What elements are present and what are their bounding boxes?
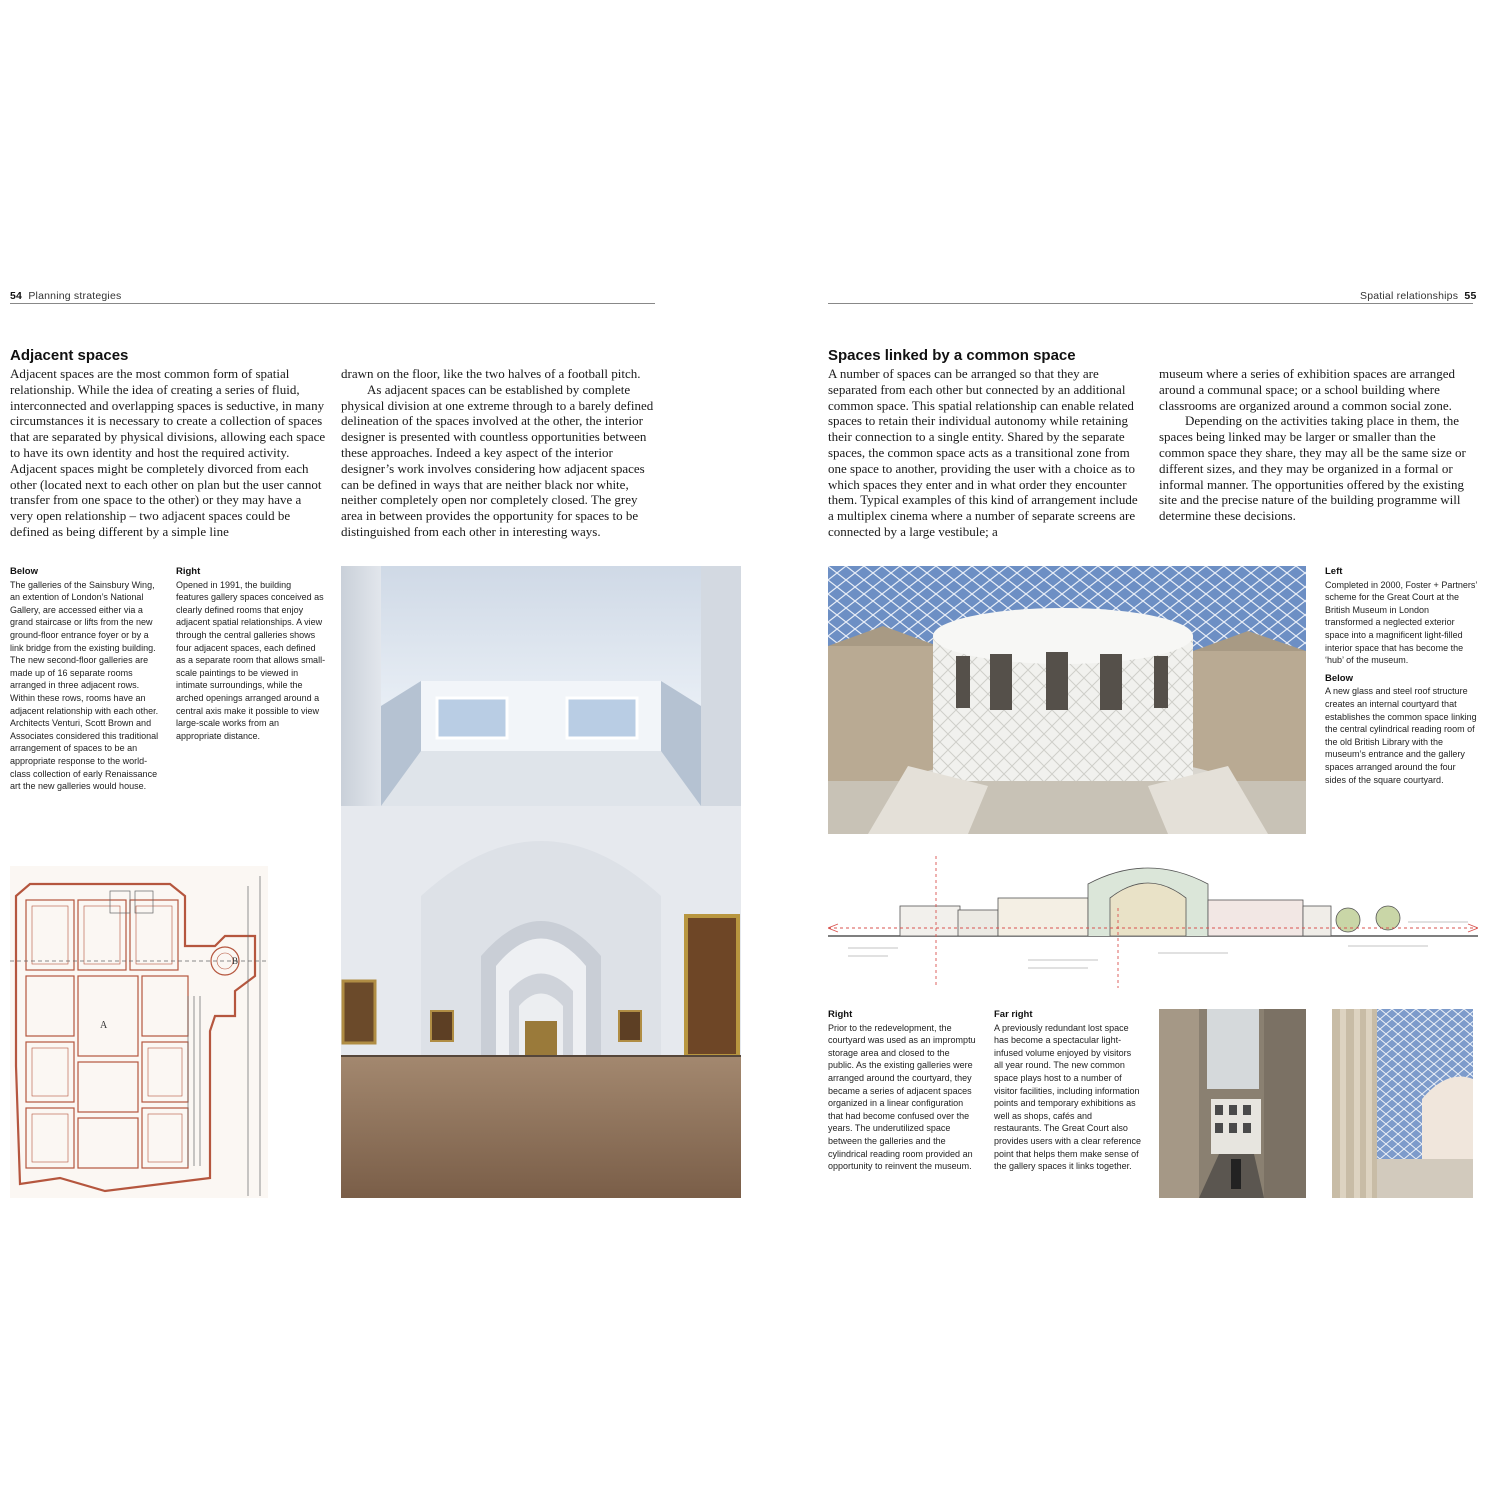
section-sketch (828, 848, 1478, 996)
left-body-col1-text: Adjacent spaces are the most common form of spatial relationship. While the idea of creating a series of fluid, interconnected and overlapping spaces is seductive, in many circumstances it is necessary to create a collection of spaces that are separated by physical divisions, allowing each space to have its own identity and host the required activity. Adjacent spaces might be completely divorced from each other (located next to each other on plan but the user cannot transfer from one space to the other) or they may have a very open relationship – two adjacent spaces could be defined as being different by a simple line (10, 366, 326, 539)
caption-far-right-block (994, 1009, 1142, 1173)
caption-right-text: Opened in 1991, the building features gallery spaces conceived as clearly defined rooms that enjoy adjacent spatial relationships. A view through the central galleries shows four adjacent spaces, each defined as a separate room that allows small-scale paintings to be viewed in intimate surroundings, while the arched openings arranged around a central axis make it possible to view large-scale works from an appropriate distance. (176, 579, 326, 741)
great-court-photo (828, 566, 1306, 834)
left-running-head (10, 290, 121, 302)
right-running-head (1360, 290, 1477, 302)
caption-right-block (828, 1009, 976, 1173)
left-running-title: Planning strategies (28, 290, 122, 302)
left-caption-right (176, 566, 326, 742)
gallery-interior-photo (341, 566, 741, 1198)
left-header-rule (10, 303, 655, 304)
right-body-col1 (828, 366, 1146, 540)
caption-below-text: The galleries of the Sainsbury Wing, an extention of London’s National Gallery, are accessed either via a grand staircase or lifts from the new ground-floor entrance foyer or by a link bridge from the existing building. The new second-floor galleries are made up of 16 separate rooms arranged in three adjacent rows. Within these rows, rooms have an adjacent relationship with each other. Architects Venturi, Scott Brown and Associates considered this traditional arrangement of spaces to be an appropriate response to the world-class collection of early Renaissance art the new galleries would house. (10, 579, 159, 792)
caption-right-title: Right (176, 566, 201, 577)
plan-label-a: A (100, 1020, 108, 1031)
left-body-col2-p1: drawn on the floor, like the two halves of a football pitch. (341, 366, 641, 381)
left-page-number: 54 (10, 290, 23, 302)
left-body-col2 (341, 366, 659, 540)
right-body-col2-p2: Depending on the activities taking place in them, the spaces being linked may be larger or smaller than the common space they share, they may all be the same size or different sizes, and they may be organized in a formal or informal manner. The opportunities offered by the existing site and the precise nature of the building programme will determine these decisions. (1159, 413, 1466, 524)
caption-right-below-title: Below (1325, 672, 1353, 684)
courtyard-after-photo (1332, 1009, 1473, 1198)
caption-bottom-right-text: Prior to the redevelopment, the courtyard was used as an impromptu storage area and closed to the public. As the existing galleries were arranged around the courtyard, they became a series of adjacent spaces organized in a linear configuration that had become confused over the years. The underutilized space between the galleries and the cylindrical reading room provided an opportunity to reinvent the museum. (828, 1022, 976, 1172)
caption-bottom-right-title: Right (828, 1009, 853, 1020)
left-body-col1 (10, 366, 326, 540)
gallery-floor-plan (10, 866, 268, 1198)
right-header-rule (828, 303, 1473, 304)
right-page-number: 55 (1464, 290, 1477, 302)
caption-left-text: Completed in 2000, Foster + Partners’ scheme for the Great Court at the British Museum in London transformed a neglected exterior space into a magnificent light-filled interior space that has become the ‘hub’ of the museum. (1325, 579, 1477, 666)
right-heading: Spaces linked by a common space (828, 347, 1076, 364)
right-captions-top (1325, 566, 1477, 786)
caption-below-block (1325, 673, 1477, 786)
caption-right-below-text: A new glass and steel roof structure creates an internal courtyard that establishes the common space linking the central cylindrical reading room of the old British Library with the museum’s entrance and the gallery spaces arranged around the four sides of the square courtyard. (1325, 686, 1477, 785)
plan-label-b: B (232, 956, 239, 966)
left-caption-below (10, 566, 162, 793)
caption-left-title: Left (1325, 566, 1343, 577)
caption-far-right-title: Far right (994, 1009, 1033, 1020)
right-body-col1-text: A number of spaces can be arranged so that they are separated from each other but connected by an additional common space. This spatial relationship can enable related spaces to retain their individual autonomy while retaining their connection to a single entity. Shared by the separate spaces, the common space acts as a transitional zone from one space to another, providing the user with a choice as to which spaces they enter and in what order they encounter them. Typical examples of this kind of arrangement include a multiplex cinema where a number of separate screens are connected by a large vestibule; a (828, 366, 1138, 539)
caption-below-title: Below (10, 566, 38, 577)
left-heading: Adjacent spaces (10, 347, 129, 364)
right-running-title: Spatial relationships (1360, 290, 1459, 302)
right-body-col2 (1159, 366, 1469, 524)
caption-left-block (1325, 566, 1477, 667)
courtyard-before-photo (1159, 1009, 1306, 1198)
caption-far-right-text: A previously redundant lost space has become a spectacular light-infused volume enjoyed by visitors all year round. The new common space plays host to a number of visitor facilities, including information points and temporary exhibitions as well as shops, cafés and restaurants. The Great Court also provides users with a clear reference point that helps them make sense of the gallery spaces it links together. (994, 1022, 1142, 1172)
right-body-col2-p1: museum where a series of exhibition spaces are arranged around a communal space; or a school building where classrooms are organized around a common social zone. (1159, 366, 1455, 413)
left-body-col2-p2: As adjacent spaces can be established by complete physical division at one extreme through to a barely defined delineation of the spaces involved at the other, the interior designer is presented with countless opportunities between these approaches. Indeed a key aspect of the interior designer’s work involves considering how adjacent spaces can be defined in ways that are neither black nor white, neither completely open nor completely closed. The grey area in between provides the opportunity for spaces to be distinguished from each other in interesting ways. (341, 381, 654, 539)
